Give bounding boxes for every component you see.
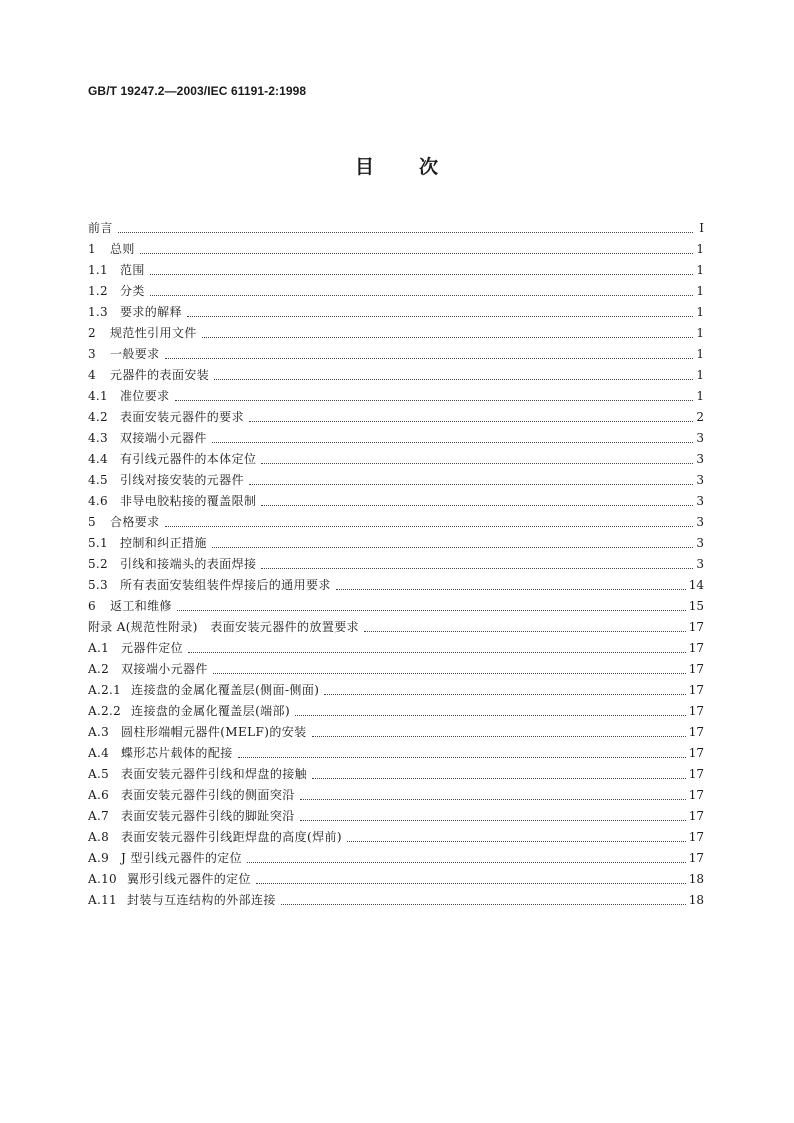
toc-entry-number: 6 [88,599,96,613]
toc-entry[interactable] [88,785,704,806]
toc-entry-title: 总则 [109,242,135,256]
toc-entry[interactable] [88,890,704,911]
toc-dot-leader [334,575,686,596]
toc-entry-page: 1 [696,389,704,403]
toc-dot-leader [345,827,686,848]
toc-dot-leader [175,596,686,617]
toc-dot-leader [236,743,686,764]
toc-entry-page: 1 [696,305,704,319]
toc-entry-number: 附录 A [88,620,126,634]
toc-entry-number: 1.2 [88,284,108,298]
toc-dot-leader [116,218,693,239]
toc-entry-number: A.5 [88,767,110,781]
toc-entry-title: 控制和纠正措施 [119,536,207,550]
table-of-contents [88,218,704,911]
toc-entry-number: 4.4 [88,452,108,466]
toc-entry-title: 前言 [88,221,113,235]
toc-entry-page: 17 [688,704,704,718]
toc-dot-leader [148,260,693,281]
toc-entry[interactable] [88,302,704,323]
standard-code-header: GB/T 19247.2—2003/IEC 61191-2:1998 [88,84,307,98]
toc-entry-title: 元器件定位 [121,641,184,655]
toc-entry[interactable] [88,701,704,722]
toc-entry-number: A.2.2 [88,704,122,718]
toc-entry-title: 表面安装元器件引线的侧面突沿 [121,788,295,802]
toc-entry-title: 表面安装元器件引线距焊盘的高度(焊前) [121,830,342,844]
toc-entry-page: 17 [688,788,704,802]
toc-entry-page: 1 [696,326,704,340]
toc-entry-number: 4.3 [88,431,108,445]
toc-dot-leader [210,428,693,449]
toc-entry[interactable] [88,218,704,239]
toc-dot-leader [163,512,693,533]
toc-entry[interactable] [88,407,704,428]
toc-entry[interactable] [88,827,704,848]
toc-entry[interactable] [88,764,704,785]
toc-dot-leader [148,281,693,302]
toc-dot-leader [259,449,693,470]
toc-entry-title: (规范性附录) 表面安装元器件的放置要求 [125,620,360,634]
toc-dot-leader [200,323,693,344]
toc-entry[interactable] [88,575,704,596]
toc-entry-title: 返工和维修 [109,599,172,613]
toc-entry[interactable] [88,659,704,680]
toc-dot-leader [298,785,686,806]
toc-dot-leader [310,722,686,743]
toc-entry-page: 1 [696,284,704,298]
toc-entry-page: 2 [696,410,704,424]
toc-entry[interactable] [88,533,704,554]
toc-entry-number: A.6 [88,788,110,802]
toc-entry-number: 5.1 [88,536,108,550]
toc-entry-page: 18 [688,893,704,907]
toc-entry-title: 有引线元器件的本体定位 [119,452,257,466]
toc-entry-number: A.1 [88,641,110,655]
toc-entry-page: 17 [688,725,704,739]
toc-entry-title: 蝶形芯片载体的配接 [121,746,233,760]
toc-entry-page: 15 [688,599,704,613]
toc-dot-leader [247,407,693,428]
toc-entry-page: 3 [696,473,704,487]
toc-entry-title: 一般要求 [109,347,160,361]
toc-dot-leader [211,659,686,680]
toc-dot-leader [138,239,693,260]
toc-entry[interactable] [88,428,704,449]
toc-entry[interactable] [88,449,704,470]
toc-entry-number: 5.2 [88,557,108,571]
toc-dot-leader [173,386,693,407]
toc-entry-title: 连接盘的金属化覆盖层(端部) [131,704,291,718]
toc-entry[interactable] [88,365,704,386]
toc-entry-title: 规范性引用文件 [109,326,197,340]
toc-entry-title: 表面安装元器件引线的脚趾突沿 [121,809,295,823]
page-title-char-2: 次 [419,156,440,178]
toc-entry[interactable] [88,869,704,890]
toc-entry[interactable] [88,512,704,533]
toc-dot-leader [298,806,686,827]
toc-entry-title: 要求的解释 [119,305,182,319]
toc-entry-number: 5 [88,515,96,529]
toc-entry-number: A.9 [88,851,110,865]
page-title [0,152,794,179]
toc-dot-leader [322,680,685,701]
toc-entry-number: 4.2 [88,410,108,424]
toc-entry-number: A.2 [88,662,110,676]
toc-entry-page: I [699,221,704,235]
toc-entry[interactable] [88,722,704,743]
toc-entry-page: 17 [688,767,704,781]
toc-dot-leader [163,344,693,365]
toc-dot-leader [293,701,686,722]
toc-entry-title: 圆柱形端帽元器件(MELF)的安装 [121,725,307,739]
toc-entry-page: 3 [696,515,704,529]
toc-entry-page: 17 [688,662,704,676]
toc-dot-leader [254,869,686,890]
toc-entry[interactable] [88,638,704,659]
toc-entry-page: 18 [688,872,704,886]
toc-entry-title: 封装与互连结构的外部连接 [126,893,276,907]
toc-entry-page: 1 [696,347,704,361]
toc-entry-number: 5.3 [88,578,108,592]
toc-entry-title: J 型引线元器件的定位 [121,851,243,865]
toc-dot-leader [279,890,686,911]
toc-entry-number: 4.5 [88,473,108,487]
toc-dot-leader [247,470,693,491]
toc-entry[interactable] [88,344,704,365]
toc-entry-page: 3 [696,557,704,571]
toc-entry-page: 17 [688,620,704,634]
toc-entry-page: 3 [696,452,704,466]
toc-entry-page: 17 [688,830,704,844]
toc-entry-title: 准位要求 [119,389,170,403]
toc-dot-leader [259,491,693,512]
toc-entry-title: 表面安装元器件的要求 [119,410,244,424]
toc-dot-leader [245,848,686,869]
toc-entry[interactable] [88,260,704,281]
toc-entry-number: A.2.1 [88,683,122,697]
toc-dot-leader [212,365,693,386]
toc-entry-number: 3 [88,347,96,361]
toc-entry-number: A.7 [88,809,110,823]
toc-dot-leader [210,533,693,554]
toc-entry[interactable] [88,806,704,827]
toc-entry-page: 3 [696,536,704,550]
toc-dot-leader [186,638,686,659]
toc-entry[interactable] [88,239,704,260]
toc-entry-title: 连接盘的金属化覆盖层(侧面-侧面) [131,683,320,697]
toc-entry-title: 范围 [119,263,145,277]
toc-entry-number: A.3 [88,725,110,739]
toc-entry-number: A.11 [88,893,117,907]
toc-entry-page: 17 [688,746,704,760]
toc-entry-title: 引线和接端头的表面焊接 [119,557,257,571]
toc-entry-number: A.4 [88,746,110,760]
toc-entry-page: 17 [688,809,704,823]
toc-entry-number: 4 [88,368,96,382]
toc-entry-title: 合格要求 [109,515,160,529]
toc-entry[interactable] [88,743,704,764]
toc-entry-title: 所有表面安装组装件焊接后的通用要求 [119,578,331,592]
toc-entry-title: 翼形引线元器件的定位 [126,872,251,886]
toc-entry-title: 双接端小元器件 [121,662,208,676]
toc-entry-number: 4.1 [88,389,108,403]
toc-entry-number: 1.1 [88,263,108,277]
toc-entry-page: 3 [696,431,704,445]
page-title-char-1: 目 [354,156,375,178]
toc-entry[interactable] [88,470,704,491]
toc-entry-page: 1 [696,263,704,277]
toc-entry-number: 4.6 [88,494,108,508]
toc-entry-page: 17 [688,851,704,865]
toc-entry[interactable] [88,323,704,344]
toc-entry-title: 分类 [119,284,145,298]
toc-entry-title: 表面安装元器件引线和焊盘的接触 [121,767,308,781]
toc-entry-page: 14 [688,578,704,592]
toc-entry-page: 17 [688,683,704,697]
toc-entry[interactable] [88,491,704,512]
toc-entry[interactable] [88,848,704,869]
toc-entry[interactable] [88,281,704,302]
toc-dot-leader [185,302,693,323]
toc-entry-number: 2 [88,326,96,340]
toc-entry-number: 1 [88,242,96,256]
toc-entry-page: 1 [696,368,704,382]
toc-entry-number: 1.3 [88,305,108,319]
toc-entry[interactable] [88,596,704,617]
toc-entry-page: 3 [696,494,704,508]
toc-entry[interactable] [88,554,704,575]
toc-dot-leader [362,617,686,638]
toc-entry-title: 非导电胶粘接的覆盖限制 [119,494,257,508]
toc-entry[interactable] [88,386,704,407]
toc-entry-number: A.10 [88,872,117,886]
toc-entry[interactable] [88,617,704,638]
toc-dot-leader [310,764,686,785]
toc-dot-leader [259,554,693,575]
toc-entry-page: 1 [696,242,704,256]
toc-entry-page: 17 [688,641,704,655]
toc-entry[interactable] [88,680,704,701]
toc-entry-title: 元器件的表面安装 [109,368,210,382]
toc-entry-number: A.8 [88,830,110,844]
toc-entry-title: 双接端小元器件 [119,431,207,445]
toc-entry-title: 引线对接安装的元器件 [119,473,244,487]
